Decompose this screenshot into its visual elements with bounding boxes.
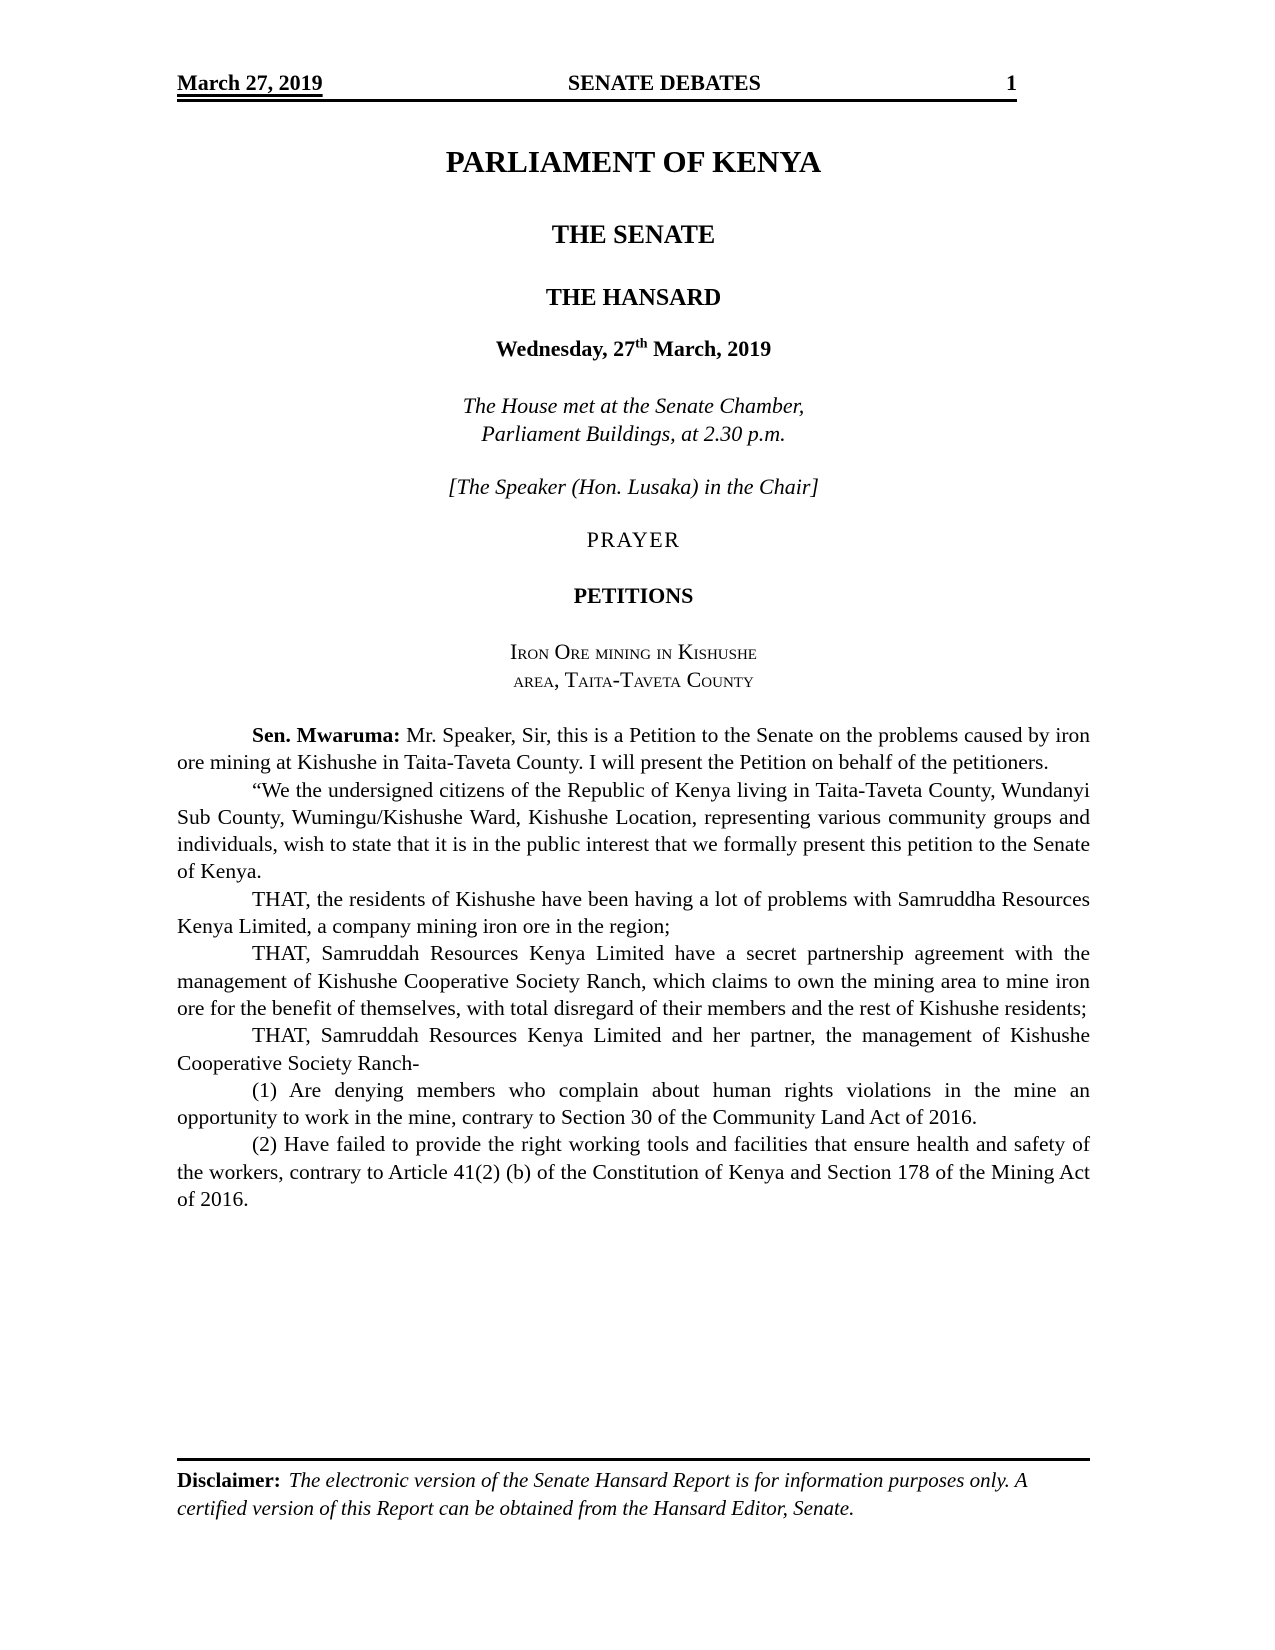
speaker-text: Mr. Speaker, Sir, this is a Petition to the Senate on the problems caused by iron ore mining at Kishushe in Taita-Taveta County. I will present the Petition on behalf of the petitioners. bbox=[177, 723, 1090, 775]
running-header-date: March 27, 2019 bbox=[177, 70, 323, 95]
paragraph: (2) Have failed to provide the right working tools and facilities that ensure health and safety of the workers, contrary to Article 41(2) (b) of the Constitution of Kenya and Section 178 of the Mining Act of 2016. bbox=[177, 1132, 1090, 1212]
prayer-heading: PRAYER bbox=[586, 527, 681, 552]
running-header-title: SENATE DEBATES bbox=[567, 70, 761, 95]
paragraph: THAT, the residents of Kishushe have been having a lot of problems with Samruddha Resources Kenya Limited, a company mining iron ore in the region; bbox=[177, 886, 1090, 939]
disclaimer-label: Disclaimer: bbox=[177, 1468, 281, 1492]
disclaimer-footer bbox=[177, 1458, 1090, 1522]
hansard-title: THE HANSARD bbox=[545, 285, 722, 311]
parliament-title: PARLIAMENT OF KENYA bbox=[445, 144, 822, 179]
petition-subject-line-1: Iron Ore mining in Kishushe bbox=[510, 639, 757, 664]
paragraph-speaker bbox=[177, 722, 1090, 777]
page-content bbox=[177, 0, 1090, 1213]
disclaimer-text: The electronic version of the Senate Hansard Report is for information purposes only. A certified version of this Report can be obtained from the Hansard Editor, Senate. bbox=[177, 1468, 1028, 1520]
petition-subject-line-2: area, Taita-Taveta County bbox=[513, 667, 754, 692]
paragraph: “We the undersigned citizens of the Republic of Kenya living in Taita-Taveta County, Wundanyi Sub County, Wumingu/Kishushe Ward, Kishushe Location, representing various community groups and individuals, wish to state that it is in the public interest that we formally present this petition to the Senate of Kenya. bbox=[177, 777, 1090, 884]
paragraph: THAT, Samruddah Resources Kenya Limited and her partner, the management of Kishushe Cooperative Society Ranch- bbox=[177, 1023, 1090, 1075]
venue-line-1: The House met at the Senate Chamber, bbox=[462, 393, 805, 418]
paragraph: THAT, Samruddah Resources Kenya Limited have a secret partnership agreement with the management of Kishushe Cooperative Society Ranch, which claims to own the mining area to mine iron ore for the benefit of themselves, with total disregard of their members and the rest of Kishushe residents; bbox=[177, 941, 1090, 1020]
petition-subject bbox=[177, 638, 1090, 694]
sitting-date bbox=[177, 334, 1090, 364]
sitting-date-suffix: March, 2019 bbox=[647, 336, 772, 361]
sitting-date-ordinal: th bbox=[635, 336, 648, 352]
senate-title: THE SENATE bbox=[551, 220, 716, 249]
paragraph: (1) Are denying members who complain about human rights violations in the mine an opportunity to work in the mine, contrary to Section 30 of the Community Land Act of 2016. bbox=[177, 1077, 1090, 1130]
venue-lines bbox=[177, 392, 1090, 448]
speaker-name: Sen. Mwaruma: bbox=[252, 723, 401, 747]
petitions-heading: PETITIONS bbox=[573, 583, 694, 608]
petition-body bbox=[177, 722, 1090, 1213]
page-number: 1 bbox=[1006, 70, 1017, 95]
chair-line: [The Speaker (Hon. Lusaka) in the Chair] bbox=[448, 474, 819, 499]
running-header bbox=[177, 70, 1017, 102]
venue-line-2: Parliament Buildings, at 2.30 p.m. bbox=[481, 421, 786, 446]
sitting-date-prefix: Wednesday, 27 bbox=[495, 336, 636, 361]
